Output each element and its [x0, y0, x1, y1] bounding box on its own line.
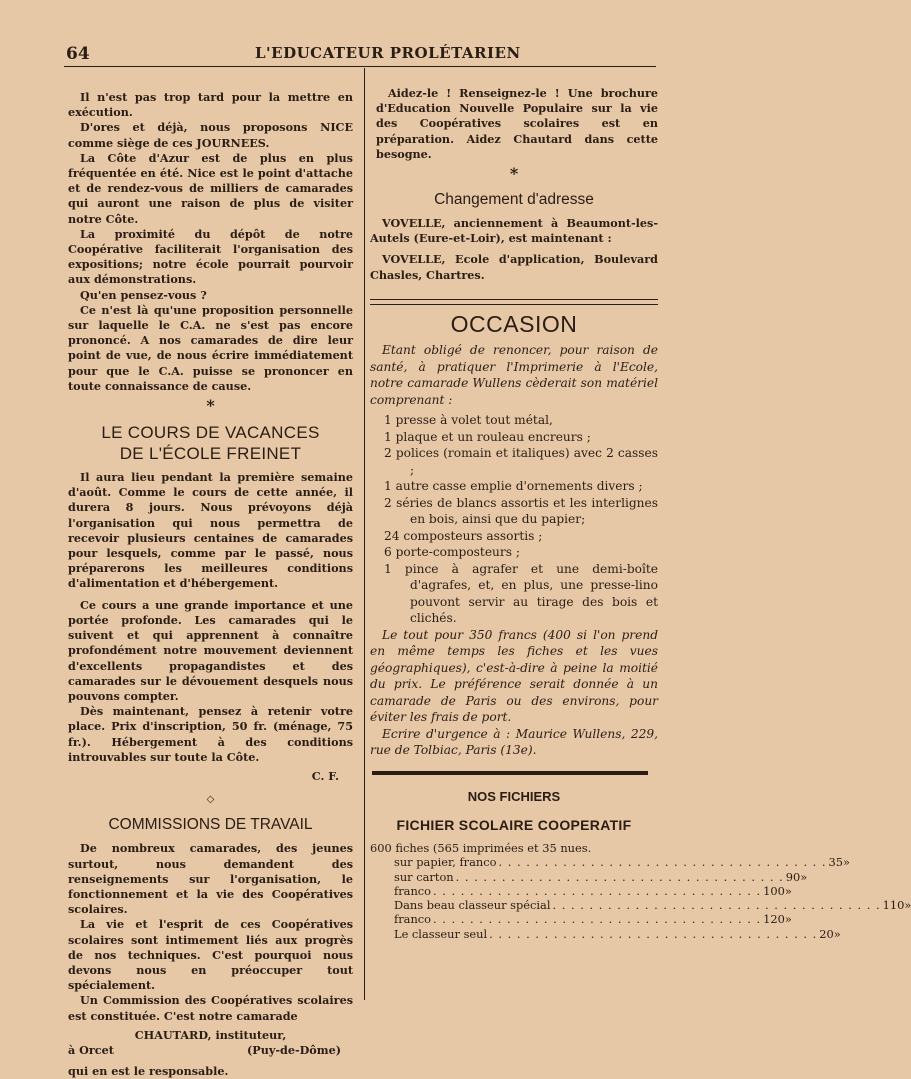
address-title: Changement d'adresse — [434, 191, 594, 209]
separator-diamond: ◇ — [206, 794, 215, 806]
price-row — [370, 926, 841, 941]
leader-dots: . . . . . . . . . . . . . . . . . . . . . . . . . . . . . . . . . . . . — [489, 926, 818, 941]
leader-dots: . . . . . . . . . . . . . . . . . . . . . . . . . . . . . . . . . . . . — [455, 869, 784, 884]
occasion-item: 24 composteurs assortis ; — [384, 528, 543, 543]
intro-paragraph: La proximité du dépôt de notre Coopérative faciliterait l'organisation des expositions; notre école pourrait pourvoir aux démonstrations. — [68, 226, 353, 287]
price-unit: » — [800, 869, 808, 884]
occasion-intro: Etant obligé de renoncer, pour raison de santé, à pratiquer l'Imprimerie à l'Ecole, notre camarade Wullens cèderait son matériel comprenant : — [370, 343, 658, 407]
price-row — [370, 855, 851, 870]
separator-star: * — [206, 396, 215, 416]
price-value: 100 — [763, 883, 785, 898]
fichier-subtitle: FICHIER SCOLAIRE COOPERATIF — [396, 816, 632, 833]
cours-paragraph: Il aura lieu pendant la première semaine d'août. Comme le cours de cette année, il durera 8 jours. Nous prévoyons déjà l'organisation qui nous permettra de recevoir plusieurs centaines de camarades pour lesquels, comme par le passé, nous préparerons les meilleures conditions d'alimentation et d'hébergement. — [68, 470, 353, 591]
intro-paragraph: D'ores et déjà, nous proposons NICE comme siège de ces JOURNEES. — [68, 120, 353, 150]
occasion-title: OCCASION — [450, 310, 578, 337]
occasion-item: 2 séries de blancs assortis et les interlignes en bois, ainsi que du papier; — [384, 495, 658, 527]
cours-title — [68, 422, 353, 464]
cours-paragraph: Ce cours a une grande importance et une portée profonde. Les camarades qui le suivent et qui apprennent à connaître profondément notre mouvement deviennent d'excellents propagandistes et des camarades sur le dévouement desquels nous pouvons compter. — [68, 597, 353, 703]
occasion-outro: Le tout pour 350 francs (400 si l'on prend en même temps les fiches et les vues géographiques), c'est-à-dire à peine la moitié du prix. Le préférence serait donnée à un camarade de Paris ou des environs, pour éviter les frais de port. — [370, 627, 658, 725]
price-label: Dans beau classeur spécial — [394, 898, 551, 913]
right-column — [370, 86, 911, 941]
commission-place — [68, 1043, 353, 1058]
occasion-item: 1 pince à agrafer et une demi-boîte d'agrafes, et, en plus, une presse-lino pouvont servir au tirage des bois et clichés. — [384, 561, 658, 626]
address-line: VOVELLE, Ecole d'application, Boulevard Chasles, Chartres. — [370, 252, 658, 282]
place-right: (Puy-de-Dôme) — [247, 1042, 341, 1057]
price-unit: » — [843, 855, 851, 870]
header-rule — [64, 66, 656, 67]
price-row — [370, 883, 792, 898]
commissions-paragraph: La vie et l'esprit de ces Coopératives scolaires sont intimement liés aux progrès de nos techniques. C'est pourquoi nous devons nous en préoccuper tout spécialement. — [68, 917, 353, 993]
leader-dots: . . . . . . . . . . . . . . . . . . . . . . . . . . . . . . . . . . . . — [433, 883, 762, 898]
fichiers-title: NOS FICHIERS — [467, 788, 561, 804]
thick-rule — [372, 771, 648, 775]
occasion-item: 1 plaque et un rouleau encreurs ; — [384, 429, 591, 444]
signature: C. F. — [311, 768, 339, 783]
aid-paragraph: Aidez-le ! Renseignez-le ! Une brochure d'Education Nouvelle Populaire sur la vie des Coopératives scolaires est en préparation. Aidez Chautard dans cette besogne. — [376, 86, 658, 161]
price-unit: » — [833, 926, 841, 941]
price-value: 120 — [763, 912, 785, 927]
cours-title-line2: DE L'ÉCOLE FREINET — [119, 444, 302, 464]
occasion-item: 2 polices (romain et italiques) avec 2 casses ; — [384, 446, 658, 477]
price-row — [370, 912, 792, 927]
price-label: franco — [394, 912, 432, 927]
cours-title-line1: LE COURS DE VACANCES — [101, 423, 320, 443]
price-label: Le classeur seul — [394, 926, 488, 941]
intro-paragraph: La Côte d'Azur est de plus en plus fréquentée en été. Nice est le point d'attache et de rendez-vous de milliers de camarades qui auront une raison de plus de visiter notre Côte. — [68, 150, 353, 226]
address-line: VOVELLE, anciennement à Beaumont-les-Autels (Eure-et-Loir), est maintenant : — [370, 216, 658, 246]
leader-dots: . . . . . . . . . . . . . . . . . . . . . . . . . . . . . . . . . . . . — [498, 855, 827, 870]
commissions-title: COMMISSIONS DE TRAVAIL — [108, 816, 313, 834]
journal-title: L'EDUCATEUR PROLÉTARIEN — [255, 44, 521, 62]
price-value: 90 — [785, 869, 801, 884]
price-row — [370, 869, 808, 884]
leader-dots: . . . . . . . . . . . . . . . . . . . . . . . . . . . . . . . . . . . . — [433, 912, 762, 927]
intro-paragraph: Il n'est pas trop tard pour la mettre en exécution. — [68, 90, 353, 120]
occasion-item: 1 presse à volet tout métal, — [384, 413, 553, 428]
intro-paragraph: Qu'en pensez-vous ? — [80, 287, 207, 302]
price-label: sur carton — [394, 869, 454, 884]
fichier-intro: 600 fiches (565 imprimées et 35 nues. — [370, 840, 592, 855]
leader-dots: . . . . . . . . . . . . . . . . . . . . . . . . . . . . . . . . . . . . — [552, 898, 881, 913]
place-left: à Orcet — [68, 1042, 114, 1057]
page-number: 64 — [66, 44, 90, 64]
price-unit: » — [784, 883, 792, 898]
price-unit: » — [784, 912, 792, 927]
commission-responsible-name: CHAUTARD, instituteur, — [134, 1027, 287, 1042]
price-label: franco — [394, 883, 432, 898]
commissions-paragraph: Un Commission des Coopératives scolaires est constituée. C'est notre camarade — [68, 993, 353, 1023]
double-rule — [370, 299, 658, 305]
left-column — [68, 90, 353, 1079]
commissions-closing: qui en est le responsable. — [68, 1064, 229, 1079]
price-list — [370, 855, 911, 941]
price-unit: » — [904, 898, 911, 913]
column-divider — [364, 68, 365, 1000]
price-label: sur papier, franco — [394, 855, 497, 870]
occasion-item: 1 autre casse emplie d'ornements divers ; — [384, 479, 643, 494]
separator-star: * — [509, 164, 519, 184]
price-value: 20 — [819, 926, 834, 941]
cours-paragraph: Dès maintenant, pensez à retenir votre place. Prix d'inscription, 50 fr. (ménage, 75 fr.). Hébergement à des conditions introuvables sur toute la Côte. — [68, 704, 353, 764]
price-row — [370, 898, 911, 913]
occasion-contact: Ecrire d'urgence à : Maurice Wullens, 229, rue de Tolbiac, Paris (13e). — [370, 726, 658, 758]
price-value: 110 — [882, 898, 905, 913]
commissions-paragraph: De nombreux camarades, des jeunes surtout, nous demandent des renseignements sur l'organisation, le fonctionnement et la vie des Coopératives scolaires. — [68, 841, 353, 917]
price-value: 35 — [828, 855, 844, 870]
occasion-item: 6 porte-composteurs ; — [384, 545, 520, 560]
intro-paragraph: Ce n'est là qu'une proposition personnelle sur laquelle le C.A. ne s'est pas encore prononcé. A nos camarades de dire leur point de vue, de nous écrire immédiatement pour que le C.A. puisse se prononcer en toute connaissance de cause. — [68, 302, 353, 393]
